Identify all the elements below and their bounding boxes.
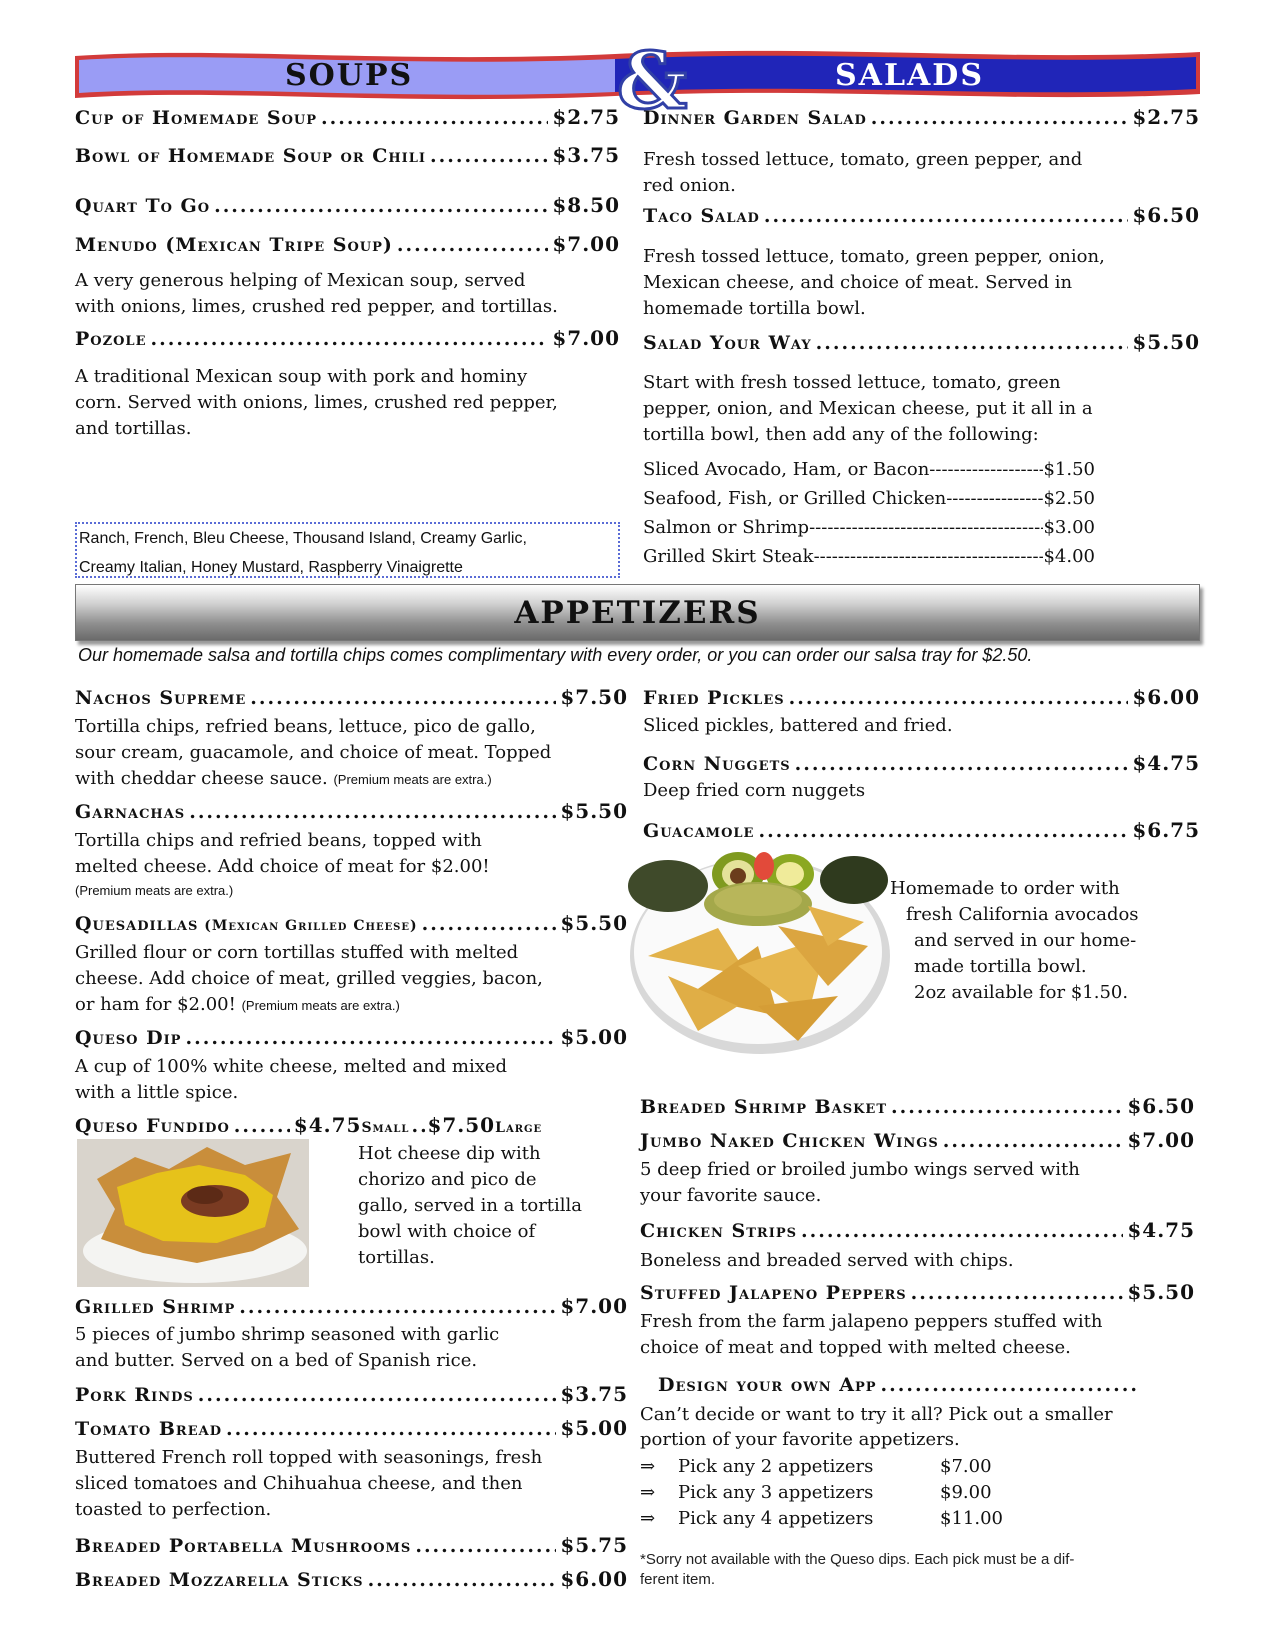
salads-heading: SALADS [835, 58, 984, 93]
menu-item-taco-salad [643, 203, 1200, 227]
item-name: Salad Your Way [643, 332, 812, 354]
addon-row [643, 488, 1095, 509]
item-price: $4.75 [1127, 1218, 1195, 1242]
addon-name: Grilled Skirt Steak [643, 546, 814, 567]
desc-line: Tortilla chips, refried beans, lettuce, pico de gallo, [75, 716, 536, 737]
desc-line: pepper, onion, and Mexican cheese, put it all in a [643, 398, 1093, 419]
arrow-icon: ⇒ [640, 1456, 656, 1477]
item-name: Garnachas [75, 801, 186, 823]
desc-line: made tortilla bowl. [914, 956, 1087, 977]
desc-line: toasted to perfection. [75, 1499, 272, 1520]
desc-line: Fresh tossed lettuce, tomato, green pepper, onion, [643, 246, 1105, 267]
desc-line: A traditional Mexican soup with pork and hominy [75, 366, 528, 387]
desc-line: Boneless and breaded served with chips. [640, 1250, 1014, 1271]
item-price: $2.75 [552, 105, 620, 129]
footnote-line: *Sorry not available with the Queso dips. Each pick must be a dif- [640, 1551, 1075, 1568]
corn-nuggets-description [643, 778, 865, 804]
guacamole-description [890, 876, 1139, 1006]
queso-fundido-photo [77, 1139, 309, 1287]
taco-salad-description [643, 244, 1105, 322]
item-name: Queso Dip [75, 1027, 182, 1049]
menu-item-chicken-strips [640, 1218, 1195, 1242]
addon-price: $3.00 [1043, 517, 1095, 538]
menu-item-queso-dip [75, 1025, 628, 1049]
desc-line: corn. Served with onions, limes, crushed red pepper, [75, 392, 558, 413]
desc-line: A cup of 100% white cheese, melted and mixed [75, 1056, 508, 1077]
item-name: Menudo (Mexican Tripe Soup) [75, 234, 393, 256]
pick-price: $9.00 [940, 1482, 992, 1503]
item-name: Queso Fundido [75, 1115, 230, 1137]
arrow-icon: ⇒ [640, 1508, 656, 1529]
item-price: $5.75 [560, 1533, 628, 1557]
pozole-description [75, 364, 558, 442]
queso-dip-description [75, 1054, 507, 1106]
size-small-label: Small [361, 1120, 410, 1136]
item-price: $7.00 [552, 326, 620, 350]
garden-salad-description [643, 147, 1082, 199]
desc-line: tortilla bowl, then add any of the following: [643, 424, 1039, 445]
menu-item-bowl-soup [75, 143, 620, 167]
desc-line: Mexican cheese, and choice of meat. Served in [643, 272, 1073, 293]
pick-price: $7.00 [940, 1456, 992, 1477]
menu-item-cup-soup [75, 105, 620, 129]
menu-item-nachos [75, 685, 628, 709]
menu-item-grilled-shrimp [75, 1294, 628, 1318]
appetizers-banner [75, 584, 1200, 641]
addon-price: $2.50 [1043, 488, 1095, 509]
addon-row [643, 517, 1095, 538]
item-price: $5.00 [560, 1025, 628, 1049]
wings-description [640, 1157, 1080, 1209]
menu-item-guacamole [643, 818, 1200, 842]
item-name: Jumbo Naked Chicken Wings [640, 1130, 939, 1152]
desc-line: Start with fresh tossed lettuce, tomato, green [643, 372, 1061, 393]
menu-item-mushrooms [75, 1533, 628, 1557]
guacamole-photo [628, 846, 898, 1056]
item-price: $6.75 [1132, 818, 1200, 842]
desc-line: A very generous helping of Mexican soup, served [75, 270, 526, 291]
menu-item-jalapeno-peppers [640, 1280, 1195, 1304]
menu-item-quart [75, 193, 620, 217]
item-price: $7.50 [560, 685, 628, 709]
appetizers-heading: APPETIZERS [514, 595, 761, 631]
item-name: Nachos Supreme [75, 687, 247, 709]
item-name: Grilled Shrimp [75, 1296, 236, 1318]
tomato-bread-description [75, 1445, 542, 1523]
ampersand-glyph: & [617, 36, 688, 127]
item-price: $8.50 [552, 193, 620, 217]
dressing-line: Creamy Italian, Honey Mustard, Raspberry Vinaigrette [79, 559, 463, 576]
salad-your-way-description [643, 370, 1093, 448]
menu-item-chicken-wings [640, 1128, 1195, 1152]
item-name: Design your own App [658, 1374, 877, 1396]
desc-line: Fresh from the farm jalapeno peppers stuffed with [640, 1311, 1103, 1332]
menu-item-quesadillas [75, 911, 628, 935]
item-price: $6.00 [1132, 685, 1200, 709]
item-name: Tomato Bread [75, 1418, 222, 1440]
addon-row [643, 459, 1095, 480]
desc-line: bowl with choice of [358, 1221, 536, 1242]
desc-line: chorizo and pico de [358, 1169, 537, 1190]
item-name: Quart To Go [75, 195, 211, 217]
desc-line: portion of your favorite appetizers. [640, 1429, 960, 1450]
design-app-description [640, 1402, 1113, 1452]
item-name: Pork Rinds [75, 1384, 194, 1406]
item-price: $3.75 [560, 1382, 628, 1406]
size-large-label: Large [495, 1120, 543, 1136]
desc-line: and butter. Served on a bed of Spanish rice. [75, 1350, 478, 1371]
menu-item-pozole [75, 326, 620, 350]
desc-line: Can’t decide or want to try it all? Pick out a smaller [640, 1404, 1113, 1425]
desc-line: sour cream, guacamole, and choice of meat. Topped [75, 742, 552, 763]
menu-item-garden-salad [643, 105, 1200, 129]
item-name: Chicken Strips [640, 1220, 797, 1242]
item-price: $6.50 [1132, 203, 1200, 227]
desc-text: with cheddar cheese sauce. [75, 768, 334, 789]
pick-price: $11.00 [940, 1508, 1003, 1529]
pick-label: Pick any 4 appetizers [678, 1508, 874, 1529]
menu-item-mozzarella [75, 1567, 628, 1591]
arrow-icon: ⇒ [640, 1482, 656, 1503]
item-price: $6.00 [560, 1567, 628, 1591]
soups-heading: SOUPS [285, 58, 414, 93]
premium-note: (Premium meats are extra.) [241, 998, 400, 1013]
item-subtitle: (Mexican Grilled Cheese) [198, 918, 418, 934]
item-price: $5.50 [1127, 1280, 1195, 1304]
item-price: $3.75 [552, 143, 620, 167]
menu-item-menudo [75, 232, 620, 256]
desc-line: Hot cheese dip with [358, 1143, 541, 1164]
pick-label: Pick any 2 appetizers [678, 1456, 874, 1477]
desc-line: fresh California avocados [906, 904, 1139, 925]
premium-note: (Premium meats are extra.) [333, 772, 492, 787]
item-price: $7.00 [1127, 1128, 1195, 1152]
desc-line: and tortillas. [75, 418, 192, 439]
pick-option-row [640, 1482, 992, 1503]
item-price: $7.00 [552, 232, 620, 256]
desc-line: with onions, limes, crushed red pepper, and tortillas. [75, 296, 558, 317]
dressing-line: Ranch, French, Bleu Cheese, Thousand Island, Creamy Garlic, [79, 530, 527, 547]
desc-text: or ham for $2.00! [75, 994, 242, 1015]
desc-line: Fresh tossed lettuce, tomato, green pepper, and [643, 149, 1083, 170]
desc-line [75, 992, 543, 1019]
item-name: Corn Nuggets [643, 753, 791, 775]
addon-name: Salmon or Shrimp [643, 517, 810, 538]
desc-line: tortillas. [358, 1247, 435, 1268]
item-name: Fried Pickles [643, 687, 785, 709]
footnote-line: ferent item. [640, 1571, 716, 1588]
desc-line: your favorite sauce. [640, 1185, 822, 1206]
item-name: Breaded Mozzarella Sticks [75, 1569, 364, 1591]
salsa-tagline: Our homemade salsa and tortilla chips comes complimentary with every order, or you can order our salsa tray for $2.50. [78, 645, 1033, 665]
desc-line: homemade tortilla bowl. [643, 298, 866, 319]
item-name: Breaded Shrimp Basket [640, 1096, 888, 1118]
chicken-strips-description [640, 1248, 1014, 1274]
item-name: Breaded Portabella Mushrooms [75, 1535, 412, 1557]
item-price: $5.50 [560, 799, 628, 823]
item-name-text: Quesadillas [75, 913, 199, 935]
item-name: Stuffed Jalapeno Peppers [640, 1282, 907, 1304]
menu-item-salad-your-way [643, 330, 1200, 354]
desc-line: 5 deep fried or broiled jumbo wings served with [640, 1159, 1080, 1180]
desc-line: and served in our home- [914, 930, 1137, 951]
desc-line: melted cheese. Add choice of meat for $2.00! [75, 856, 490, 877]
menu-item-design-your-own-app [658, 1374, 1140, 1396]
design-app-footnote [640, 1550, 1074, 1590]
garnachas-description [75, 828, 490, 902]
menu-item-fried-pickles [643, 685, 1200, 709]
premium-note: (Premium meats are extra.) [75, 883, 234, 898]
desc-line: Buttered French roll topped with seasonings, fresh [75, 1447, 543, 1468]
item-price: $7.00 [560, 1294, 628, 1318]
price-small: $4.75 [293, 1113, 362, 1137]
menu-item-queso-fundido [75, 1113, 628, 1137]
addon-name: Seafood, Fish, or Grilled Chicken [643, 488, 947, 509]
desc-line: Grilled flour or corn tortillas stuffed with melted [75, 942, 519, 963]
desc-line: 2oz available for $1.50. [914, 982, 1129, 1003]
addon-row [643, 546, 1095, 567]
desc-line: sliced tomatoes and Chihuahua cheese, and then [75, 1473, 523, 1494]
desc-line: cheese. Add choice of meat, grilled veggies, bacon, [75, 968, 543, 989]
item-name: Bowl of Homemade Soup or Chili [75, 145, 426, 167]
menu-item-garnachas [75, 799, 628, 823]
desc-line: with a little spice. [75, 1082, 239, 1103]
fried-pickles-description [643, 713, 953, 739]
addon-price: $1.50 [1043, 459, 1095, 480]
item-name: Guacamole [643, 820, 755, 842]
desc-line: Deep fried corn nuggets [643, 780, 866, 801]
price-large: $7.50 [427, 1113, 496, 1137]
desc-line: red onion. [643, 175, 736, 196]
menu-item-tomato-bread [75, 1416, 628, 1440]
pick-option-row [640, 1456, 992, 1477]
grilled-shrimp-description [75, 1322, 499, 1374]
item-name [75, 913, 418, 935]
item-price: $5.50 [1132, 330, 1200, 354]
item-price: $4.75 [1132, 751, 1200, 775]
menu-item-corn-nuggets [643, 751, 1200, 775]
item-name: Dinner Garden Salad [643, 107, 867, 129]
queso-fundido-description [358, 1141, 582, 1271]
menudo-description [75, 268, 558, 320]
jalapeno-description [640, 1309, 1102, 1361]
pick-label: Pick any 3 appetizers [678, 1482, 874, 1503]
dressing-options-box [75, 522, 620, 578]
desc-line [75, 766, 551, 793]
item-price: $2.75 [1132, 105, 1200, 129]
item-price: $5.50 [560, 911, 628, 935]
addon-name: Sliced Avocado, Ham, or Bacon [643, 459, 930, 480]
menu-item-pork-rinds [75, 1382, 628, 1406]
desc-line: Sliced pickles, battered and fried. [643, 715, 953, 736]
desc-line: choice of meat and topped with melted cheese. [640, 1337, 1071, 1358]
desc-line: 5 pieces of jumbo shrimp seasoned with garlic [75, 1324, 500, 1345]
item-price: $5.00 [560, 1416, 628, 1440]
addon-price: $4.00 [1043, 546, 1095, 567]
item-name: Cup of Homemade Soup [75, 107, 318, 129]
quesadillas-description [75, 940, 543, 1019]
desc-line: gallo, served in a tortilla [358, 1195, 583, 1216]
item-name: Pozole [75, 328, 147, 350]
nachos-description [75, 714, 551, 793]
item-name: Taco Salad [643, 205, 760, 227]
menu-item-shrimp-basket [640, 1094, 1195, 1118]
desc-line: Tortilla chips and refried beans, topped with [75, 830, 482, 851]
desc-line: Homemade to order with [890, 878, 1120, 899]
pick-option-row [640, 1508, 1003, 1529]
item-price: $6.50 [1127, 1094, 1195, 1118]
